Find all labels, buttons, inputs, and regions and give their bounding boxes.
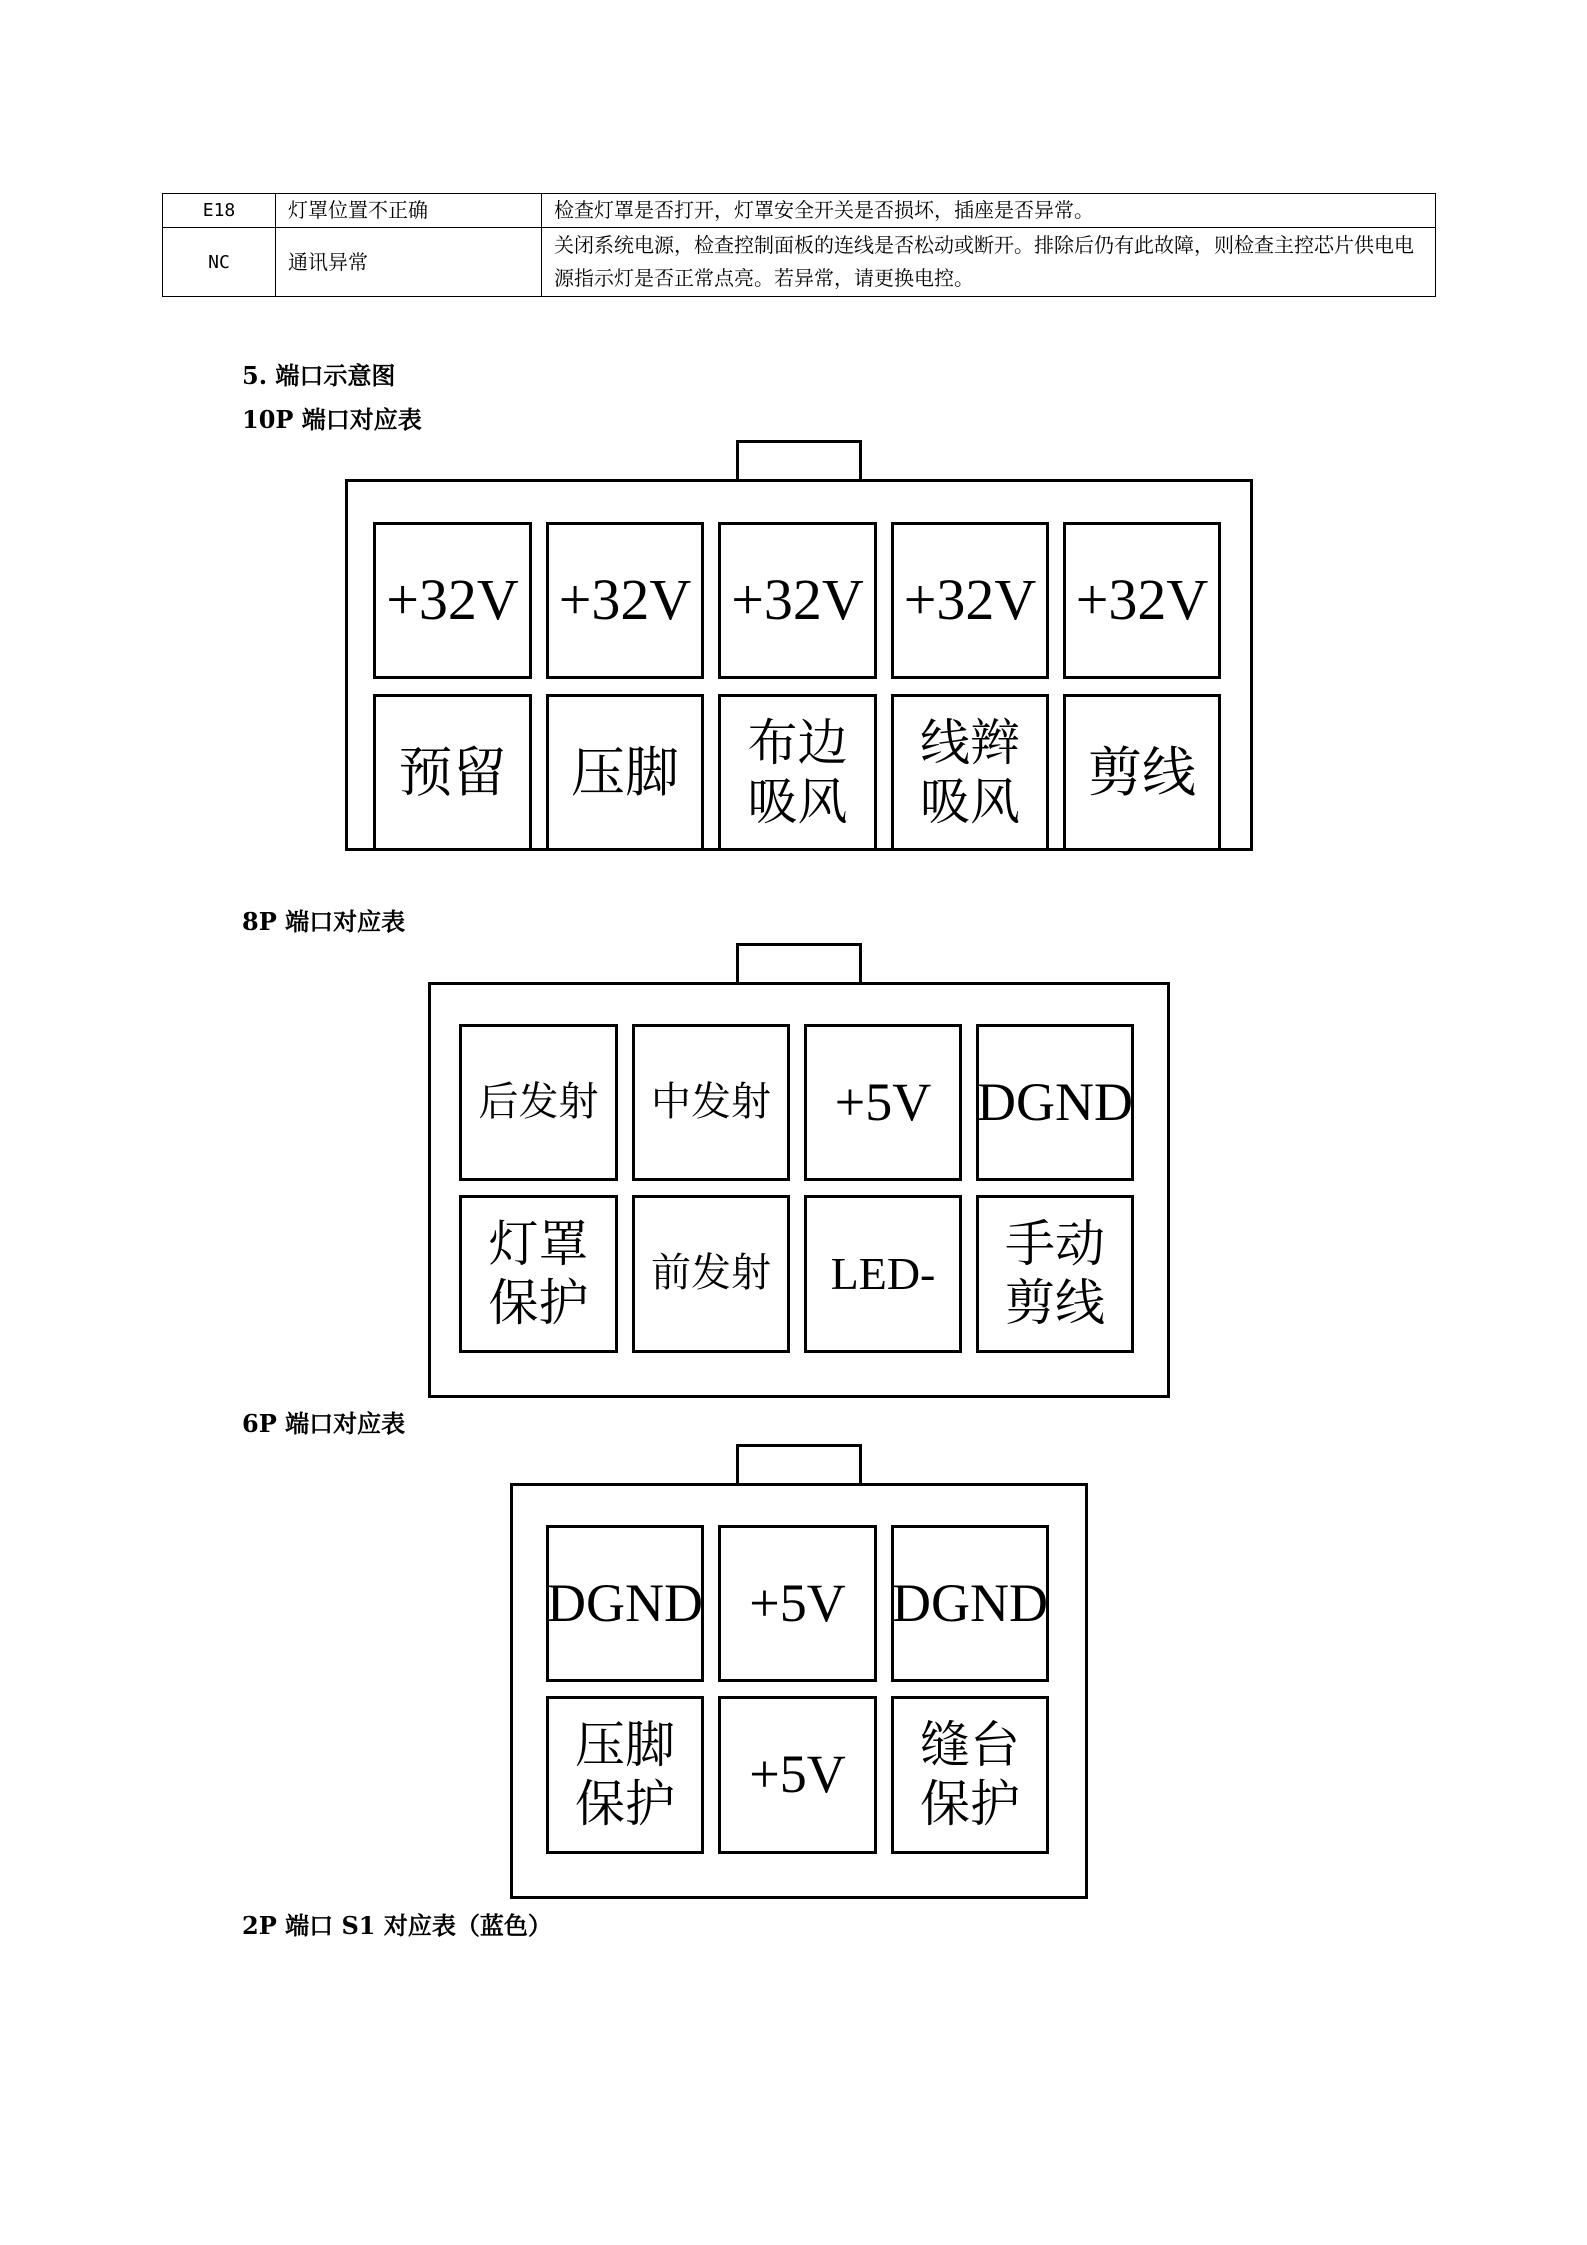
pin-8p-bottom-2: 前发射: [632, 1195, 790, 1353]
pin-8p-top-2: 中发射: [632, 1024, 790, 1181]
fault-code: NC: [163, 228, 276, 297]
pin-10p-top-2: +32V: [546, 522, 704, 679]
pin-10p-bottom-1: 预留: [373, 694, 532, 851]
fault-name: 通讯异常: [276, 228, 542, 297]
pin-6p-bottom-2: +5V: [718, 1696, 877, 1854]
pin-6p-bottom-3: 缝台 保护: [891, 1696, 1049, 1854]
p10-title: 10P 端口对应表: [242, 405, 422, 434]
pin-10p-top-5: +32V: [1063, 522, 1221, 679]
table-row: [163, 194, 1436, 228]
pin-8p-top-3: +5V: [804, 1024, 962, 1181]
connector-latch: [736, 1444, 862, 1487]
fault-code: E18: [163, 194, 276, 228]
pin-10p-bottom-3: 布边 吸风: [718, 694, 877, 851]
pin-10p-top-3: +32V: [718, 522, 877, 679]
section-title: 5. 端口示意图: [242, 361, 396, 390]
connector-latch: [736, 943, 862, 986]
fault-table: [162, 193, 1436, 297]
fault-solution: 关闭系统电源，检查控制面板的连线是否松动或断开。排除后仍有此故障，则检查主控芯片供电电源指示灯是否正常点亮。若异常，请更换电控。: [542, 228, 1436, 297]
pin-8p-top-1: 后发射: [459, 1024, 618, 1181]
fault-solution: 检查灯罩是否打开，灯罩安全开关是否损坏，插座是否异常。: [542, 194, 1436, 228]
pin-10p-top-4: +32V: [891, 522, 1049, 679]
p8-title: 8P 端口对应表: [242, 907, 406, 936]
pin-8p-bottom-1: 灯罩 保护: [459, 1195, 618, 1353]
p2-title: 2P 端口 S1 对应表（蓝色）: [242, 1911, 552, 1940]
pin-10p-top-1: +32V: [373, 522, 532, 679]
p6-title: 6P 端口对应表: [242, 1409, 406, 1438]
pin-6p-top-2: +5V: [718, 1525, 877, 1682]
fault-name: 灯罩位置不正确: [276, 194, 542, 228]
pin-8p-bottom-4: 手动 剪线: [976, 1195, 1134, 1353]
pin-6p-top-3: DGND: [891, 1525, 1049, 1682]
pin-10p-bottom-2: 压脚: [546, 694, 704, 851]
pin-8p-top-4: DGND: [976, 1024, 1134, 1181]
pin-10p-bottom-4: 线辫 吸风: [891, 694, 1049, 851]
pin-6p-bottom-1: 压脚 保护: [546, 1696, 704, 1854]
pin-6p-top-1: DGND: [546, 1525, 704, 1682]
pin-10p-bottom-5: 剪线: [1063, 694, 1221, 851]
connector-latch: [736, 440, 862, 483]
table-row: [163, 228, 1436, 297]
pin-8p-bottom-3: LED-: [804, 1195, 962, 1353]
